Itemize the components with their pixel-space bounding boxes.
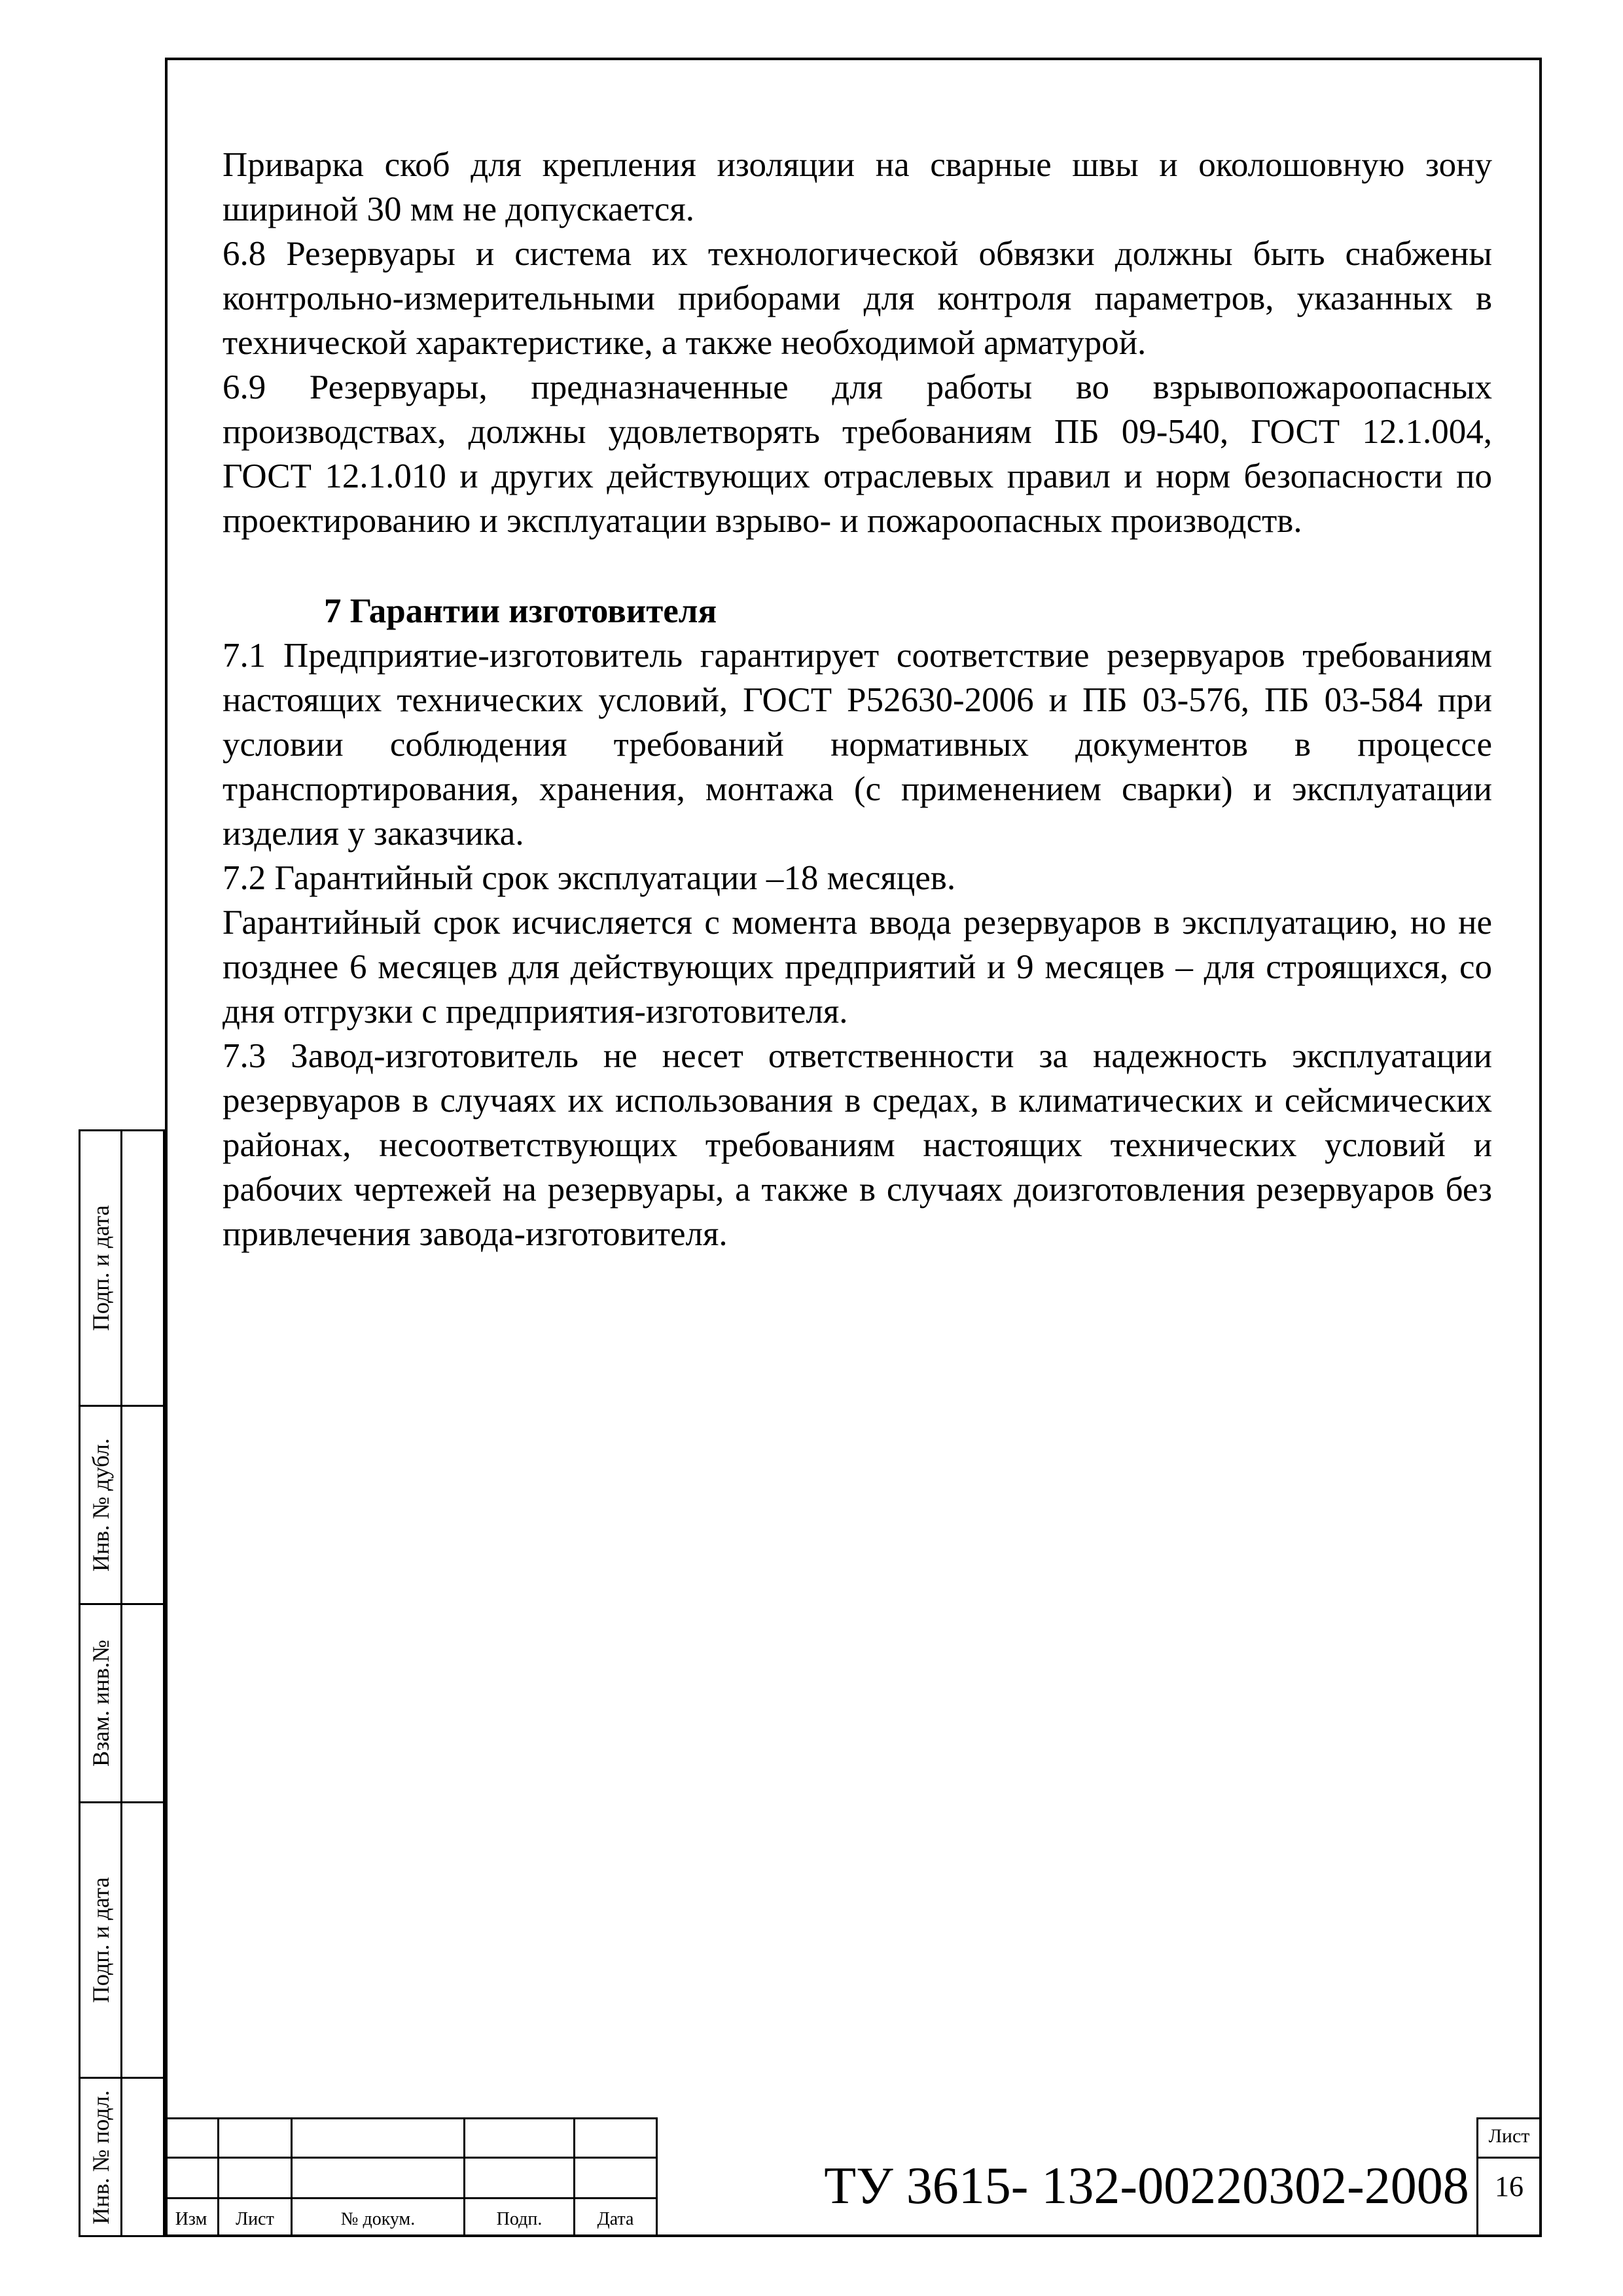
paragraph: Приварка скоб для крепления изоляции на сварные швы и околошовную зону шириной 30 мм не допускается. xyxy=(223,146,1492,228)
side-cell-podp-data-1 xyxy=(79,1129,165,1407)
sheet-label: Лист xyxy=(1488,2125,1530,2147)
document-body xyxy=(223,143,1492,1256)
side-cell-inv-dubl xyxy=(79,1405,165,1605)
side-stamp xyxy=(79,1129,165,2237)
paragraph-warranty-period: Гарантийный срок исчисляется с момента ввода резервуаров в эксплуатацию, но не позднее 6 месяцев для действующих предприятий и 9 месяцев – для строящихся, со дня отгрузки с предприятия-изготовителя. xyxy=(223,904,1492,1031)
paragraph-6-8: 6.8 Резервуары и система их технологической обвязки должны быть снабжены контрольно-измерительными приборами для контроля параметров, указанных в технической характеристике, а также необходимой арматурой. xyxy=(223,235,1492,362)
side-label: Инв. № подл. xyxy=(87,2089,114,2225)
col-podp: Подп. xyxy=(496,2209,543,2229)
col-dokum: № докум. xyxy=(340,2209,416,2229)
col-izm: Изм xyxy=(175,2209,207,2229)
side-label: Подп. и дата xyxy=(87,1205,114,1332)
section-heading: 7 Гарантии изготовителя xyxy=(324,592,717,630)
side-label: Взам. инв.№ xyxy=(87,1640,114,1767)
side-cell-podp-data-2 xyxy=(79,1801,165,2079)
side-cell-inv-podl xyxy=(79,2077,165,2237)
col-list: Лист xyxy=(236,2209,274,2229)
paragraph-7-2: 7.2 Гарантийный срок эксплуатации –18 месяцев. xyxy=(223,859,956,897)
paragraph-7-3: 7.3 Завод-изготовитель не несет ответственности за надежность эксплуатации резервуаров в случаях их использования в средах, в климатических и сейсмических районах, несоответствующих требованиям настоящих технических условий и рабочих чертежей на резервуары, а также в случаях доизготовления резервуаров без привлечения завода-изготовителя. xyxy=(223,1037,1492,1253)
paragraph-7-1: 7.1 Предприятие-изготовитель гарантирует соответствие резервуаров требованиям настоящих технических условий, ГОСТ Р52630-2006 и ПБ 03-576, ПБ 03-584 при условии соблюдения требований нормативных документов в процессе транспортирования, хранения, монтажа (с применением сварки) и эксплуатации изделия у заказчика. xyxy=(223,637,1492,853)
side-label: Подп. и дата xyxy=(87,1877,114,2004)
spacer xyxy=(223,543,1492,589)
col-data: Дата xyxy=(597,2209,634,2229)
title-block xyxy=(165,2117,1542,2237)
side-cell-vzam-inv xyxy=(79,1603,165,1803)
side-label: Инв. № дубл. xyxy=(87,1438,114,1572)
sheet-number: 16 xyxy=(1495,2170,1524,2202)
document-number: ТУ 3615- 132-00220302-2008 xyxy=(824,2157,1469,2215)
paragraph-6-9: 6.9 Резервуары, предназначенные для работы во взрывопожароопасных производствах, должны удовлетворять требованиям ПБ 09-540, ГОСТ 12.1.004, ГОСТ 12.1.010 и других действующих отраслевых правил и норм безопасности по проектированию и эксплуатации взрыво- и пожароопасных производств. xyxy=(223,368,1492,540)
